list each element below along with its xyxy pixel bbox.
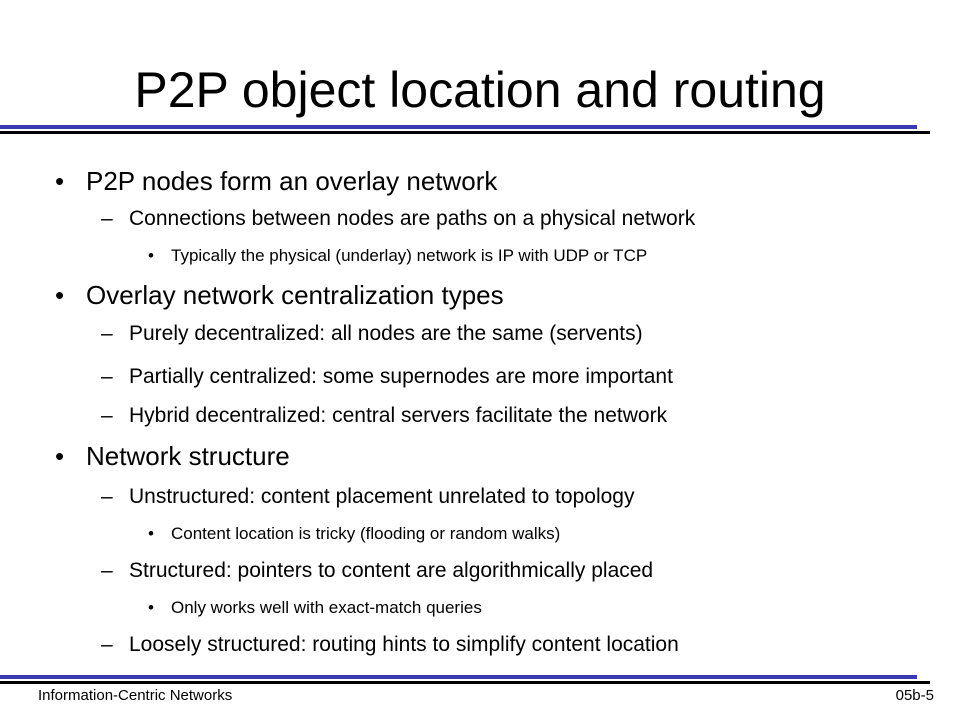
list-item-text: Partially centralized: some supernodes are more important xyxy=(129,365,673,388)
list-item-text: Content location is tricky (flooding or random walks) xyxy=(171,524,561,543)
dash-marker: – xyxy=(101,322,113,345)
title-rule-black xyxy=(0,131,930,134)
dash-marker: – xyxy=(101,485,113,508)
list-item-text: Hybrid decentralized: central servers facilitate the network xyxy=(129,404,668,427)
bullet-marker: • xyxy=(148,598,154,617)
footer-slide-number: 05b-5 xyxy=(895,687,934,704)
list-item-text: Unstructured: content placement unrelated to topology xyxy=(129,485,635,508)
list-item-text: Overlay network centralization types xyxy=(86,280,504,310)
slide-title: P2P object location and routing xyxy=(134,62,826,118)
bullet-marker: • xyxy=(55,166,65,196)
list-item-text: Loosely structured: routing hints to simplify content location xyxy=(129,633,679,656)
footer-rule-blue xyxy=(0,675,917,679)
bullet-marker: • xyxy=(55,280,65,310)
footer-course-name: Information-Centric Networks xyxy=(38,687,233,704)
bullet-marker: • xyxy=(148,524,154,543)
bullet-marker: • xyxy=(148,246,154,265)
title-rule-blue xyxy=(0,125,917,129)
list-item-text: Typically the physical (underlay) network is IP with UDP or TCP xyxy=(171,246,648,265)
list-item-text: Structured: pointers to content are algorithmically placed xyxy=(129,559,654,582)
footer-rule-black xyxy=(0,681,930,684)
list-item-text: Only works well with exact-match queries xyxy=(171,598,482,617)
dash-marker: – xyxy=(101,404,113,427)
list-item-text: Network structure xyxy=(86,441,290,471)
dash-marker: – xyxy=(101,633,113,656)
list-item-text: P2P nodes form an overlay network xyxy=(86,166,498,196)
dash-marker: – xyxy=(101,207,113,230)
dash-marker: – xyxy=(101,365,113,388)
dash-marker: – xyxy=(101,559,113,582)
list-item-text: Connections between nodes are paths on a physical network xyxy=(129,207,696,230)
list-item-text: Purely decentralized: all nodes are the same (servents) xyxy=(129,322,643,345)
bullet-marker: • xyxy=(55,441,65,471)
